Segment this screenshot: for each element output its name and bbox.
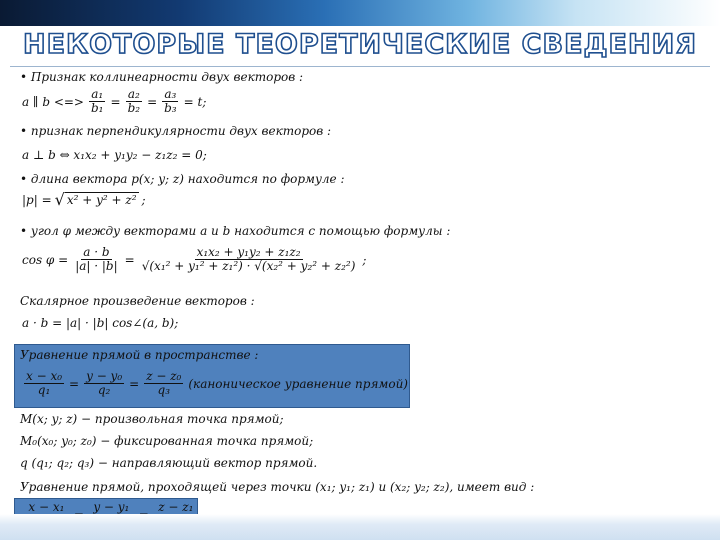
angle-label: • угол φ между векторами a и b находится с помощью формулы : bbox=[20, 224, 451, 238]
equals-sign: = bbox=[124, 252, 135, 267]
frac-numerator: x − x₀ bbox=[26, 369, 63, 383]
frac-denominator: q₂ bbox=[97, 383, 111, 397]
frac-numerator: x₁x₂ + y₁y₂ + z₁z₂ bbox=[196, 245, 301, 259]
length-label: • длина вектора p(x; y; z) находится по формуле : bbox=[20, 172, 345, 186]
def-through-two: Уравнение прямой, проходящей через точки (x₁; y₁; z₁) и (x₂; y₂; z₂), имеет вид : bbox=[20, 480, 535, 494]
dot-label: Скалярное произведение векторов : bbox=[20, 294, 255, 308]
footer-strip bbox=[0, 514, 720, 540]
radical-icon: √ bbox=[54, 190, 65, 209]
length-lhs: |p| = bbox=[22, 193, 52, 207]
equals-sign: = bbox=[129, 376, 140, 391]
canonical-frac-2 bbox=[84, 370, 124, 397]
frac-denominator: q₁ bbox=[37, 383, 51, 397]
frac-numerator: a₁ bbox=[91, 87, 104, 101]
collinear-label: • Признак коллинеарности двух векторов : bbox=[20, 70, 304, 84]
length-tail: ; bbox=[141, 193, 146, 207]
frac-numerator: a · b bbox=[83, 245, 110, 259]
canonical-frac-3 bbox=[144, 370, 183, 397]
collinear-lhs: a ∥ b <=> bbox=[22, 94, 84, 109]
angle-tail: ; bbox=[362, 252, 367, 267]
sqrt-symbol bbox=[55, 192, 139, 208]
collinear-frac-3 bbox=[162, 88, 179, 115]
def-point: M(x; y; z) − произвольная точка прямой; bbox=[20, 412, 284, 426]
angle-frac-2 bbox=[140, 246, 358, 273]
def-fixed: M₀(x₀; y₀; z₀) − фиксированная точка прямой; bbox=[20, 434, 314, 448]
frac-numerator: y − y₁ bbox=[93, 500, 130, 514]
length-formula bbox=[22, 192, 146, 208]
frac-numerator: a₃ bbox=[164, 87, 177, 101]
angle-formula bbox=[22, 246, 366, 273]
angle-frac-1 bbox=[73, 246, 119, 273]
collinear-tail: = t; bbox=[183, 94, 207, 109]
equals-sign: = bbox=[147, 94, 158, 109]
perp-label: • признак перпендикулярности двух векторов : bbox=[20, 124, 332, 138]
perp-formula: a ⊥ b ⇔ x₁x₂ + y₁y₂ − z₁z₂ = 0; bbox=[22, 148, 207, 162]
slide-content bbox=[14, 68, 704, 538]
frac-numerator: a₂ bbox=[127, 87, 140, 101]
frac-denominator: q₃ bbox=[157, 383, 171, 397]
canonical-equation bbox=[22, 370, 408, 397]
frac-denominator: √(x₁² + y₁² + z₁²) · √(x₂² + y₂² + z₂²) bbox=[141, 259, 356, 273]
collinear-frac-1 bbox=[89, 88, 106, 115]
frac-numerator: z − z₁ bbox=[158, 500, 194, 514]
equals-sign: = bbox=[69, 376, 80, 391]
header-band bbox=[0, 0, 720, 26]
frac-denominator: b₁ bbox=[91, 101, 104, 115]
radicand: x² + y² + z² bbox=[66, 193, 137, 207]
collinear-frac-2 bbox=[126, 88, 143, 115]
frac-denominator: b₃ bbox=[164, 101, 177, 115]
frac-numerator: y − y₀ bbox=[86, 369, 123, 383]
frac-numerator: x − x₁ bbox=[28, 500, 65, 514]
title-divider bbox=[10, 66, 710, 67]
def-direction: q (q₁; q₂; q₃) − направляющий вектор прямой. bbox=[20, 456, 318, 470]
angle-lhs: cos φ = bbox=[22, 252, 69, 267]
canonical-caption: (каноническое уравнение прямой) bbox=[188, 376, 408, 391]
frac-denominator: |a| · |b| bbox=[75, 259, 118, 273]
collinear-formula bbox=[22, 88, 206, 115]
line-heading: Уравнение прямой в пространстве : bbox=[20, 348, 259, 362]
slide-title: НЕКОТОРЫЕ ТЕОРЕТИЧЕСКИЕ СВЕДЕНИЯ bbox=[22, 29, 697, 60]
dot-formula: a · b = |a| · |b| cos∠(a, b); bbox=[22, 316, 179, 330]
frac-numerator: z − z₀ bbox=[146, 369, 182, 383]
frac-denominator: b₂ bbox=[127, 101, 141, 115]
canonical-frac-1 bbox=[24, 370, 64, 397]
equals-sign: = bbox=[110, 94, 121, 109]
